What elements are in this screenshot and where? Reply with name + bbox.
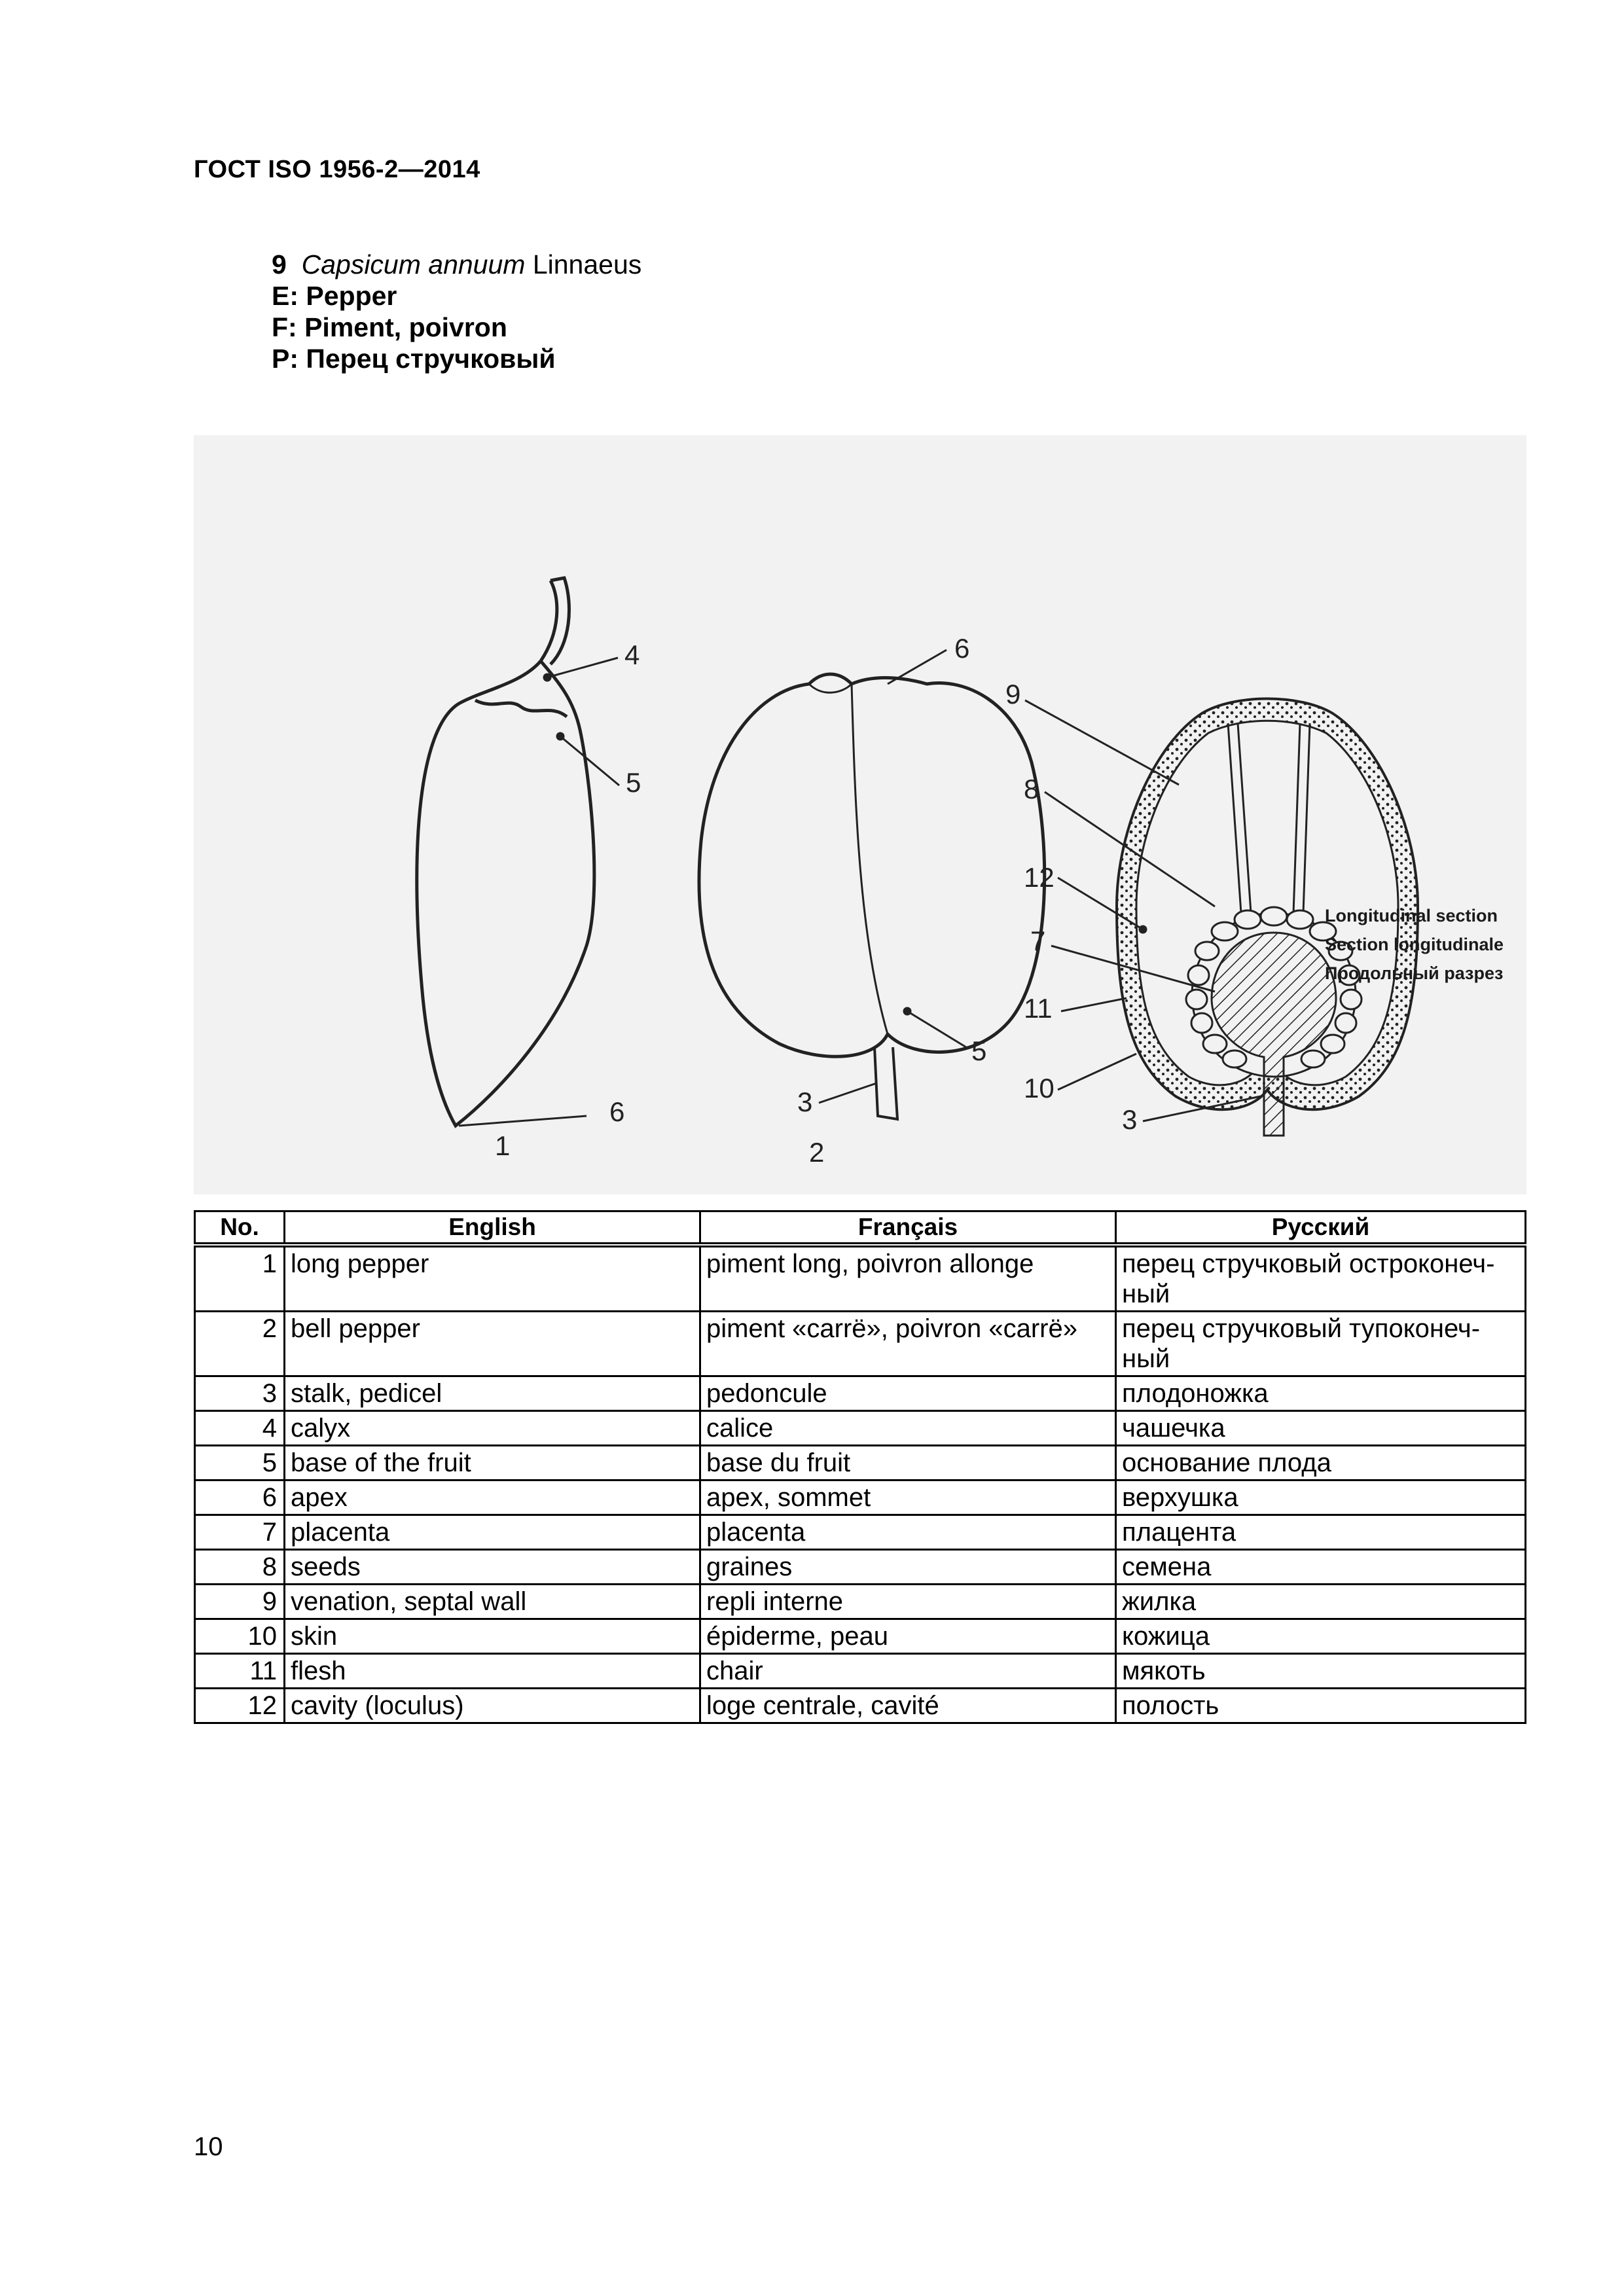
- table-row: [195, 1446, 1526, 1480]
- figure-label-6: 6: [954, 633, 970, 664]
- header-french: Français: [700, 1211, 1116, 1246]
- bell-pepper-drawing: [699, 650, 1045, 1119]
- header-russian: Русский: [1116, 1211, 1526, 1246]
- species-french-name: F: Piment, poivron: [272, 312, 507, 342]
- table-row: [195, 1689, 1526, 1723]
- term-english: stalk, pedicel: [285, 1376, 700, 1411]
- figure-label-7: 7: [1030, 925, 1046, 956]
- row-number: 8: [195, 1550, 285, 1585]
- section-caption: [1325, 901, 1504, 988]
- figure-number-1: 1: [495, 1130, 511, 1161]
- figure-label-3: 3: [797, 1086, 813, 1117]
- term-french: placenta: [700, 1515, 1116, 1550]
- term-russian: плацента: [1116, 1515, 1526, 1550]
- term-russian: жилка: [1116, 1585, 1526, 1619]
- row-number: 6: [195, 1480, 285, 1515]
- document-header: ГОСТ ISO 1956-2—2014: [194, 156, 480, 183]
- table-header-row: [195, 1211, 1526, 1246]
- row-number: 3: [195, 1376, 285, 1411]
- term-russian: кожица: [1116, 1619, 1526, 1654]
- page-number: 10: [194, 2132, 223, 2161]
- row-number: 7: [195, 1515, 285, 1550]
- caption-french: Section longitudinale: [1325, 935, 1504, 954]
- figure-label-10: 10: [1024, 1073, 1055, 1103]
- term-russian: семена: [1116, 1550, 1526, 1585]
- table-row: [195, 1245, 1526, 1312]
- term-english: base of the fruit: [285, 1446, 700, 1480]
- header-no: No.: [195, 1211, 285, 1246]
- figure-label-4: 4: [624, 639, 640, 670]
- term-russian: чашечка: [1116, 1411, 1526, 1446]
- term-french: piment «carrë», poivron «carrë»: [700, 1312, 1116, 1376]
- term-russian: плодоножка: [1116, 1376, 1526, 1411]
- term-english: seeds: [285, 1550, 700, 1585]
- species-english-name: E: Pepper: [272, 281, 397, 311]
- figure-label-5: 5: [971, 1035, 987, 1066]
- figure-label-9: 9: [1005, 679, 1021, 709]
- row-number: 1: [195, 1245, 285, 1312]
- term-russian: основание плода: [1116, 1446, 1526, 1480]
- term-russian: перец стручковый остроконеч-ный: [1116, 1245, 1526, 1312]
- term-english: bell pepper: [285, 1312, 700, 1376]
- term-english: skin: [285, 1619, 700, 1654]
- term-english: flesh: [285, 1654, 700, 1689]
- species-block: [272, 249, 641, 374]
- table-row: [195, 1312, 1526, 1376]
- figure-label-12: 12: [1024, 862, 1055, 893]
- row-number: 2: [195, 1312, 285, 1376]
- figure-label-6: 6: [609, 1096, 625, 1127]
- table-row: [195, 1585, 1526, 1619]
- term-russian: полость: [1116, 1689, 1526, 1723]
- row-number: 11: [195, 1654, 285, 1689]
- term-french: loge centrale, cavité: [700, 1689, 1116, 1723]
- term-russian: перец стручковый тупоконеч-ный: [1116, 1312, 1526, 1376]
- table-row: [195, 1550, 1526, 1585]
- table-row: [195, 1654, 1526, 1689]
- row-number: 4: [195, 1411, 285, 1446]
- term-english: long pepper: [285, 1245, 700, 1312]
- table-row: [195, 1480, 1526, 1515]
- table-row: [195, 1376, 1526, 1411]
- figure-label-11: 11: [1024, 993, 1053, 1024]
- term-french: base du fruit: [700, 1446, 1116, 1480]
- term-russian: верхушка: [1116, 1480, 1526, 1515]
- term-french: apex, sommet: [700, 1480, 1116, 1515]
- species-russian-name: P: Перец стручковый: [272, 344, 556, 374]
- figure-label-8: 8: [1024, 774, 1039, 804]
- caption-english: Longitudinal section: [1325, 906, 1498, 925]
- header-english: English: [285, 1211, 700, 1246]
- term-english: cavity (loculus): [285, 1689, 700, 1723]
- term-english: calyx: [285, 1411, 700, 1446]
- figure-label-5: 5: [626, 767, 641, 798]
- term-french: graines: [700, 1550, 1116, 1585]
- table-row: [195, 1619, 1526, 1654]
- species-author: Linnaeus: [525, 249, 642, 279]
- term-french: pedoncule: [700, 1376, 1116, 1411]
- pepper-figure: [194, 435, 1526, 1194]
- term-english: apex: [285, 1480, 700, 1515]
- species-latin-name: Capsicum annuum: [301, 249, 526, 279]
- row-number: 12: [195, 1689, 285, 1723]
- species-number: 9: [272, 249, 287, 279]
- figure-number-2: 2: [809, 1137, 825, 1168]
- term-french: piment long, poivron allonge: [700, 1245, 1116, 1312]
- term-french: chair: [700, 1654, 1116, 1689]
- row-number: 9: [195, 1585, 285, 1619]
- caption-russian: Продольный разрез: [1325, 963, 1504, 983]
- row-number: 5: [195, 1446, 285, 1480]
- terms-table: [194, 1210, 1526, 1724]
- row-number: 10: [195, 1619, 285, 1654]
- table-row: [195, 1411, 1526, 1446]
- term-french: calice: [700, 1411, 1116, 1446]
- figure-label-3: 3: [1122, 1104, 1138, 1135]
- species-name-line: [272, 249, 641, 280]
- term-french: épiderme, peau: [700, 1619, 1116, 1654]
- long-pepper-drawing: [417, 578, 619, 1126]
- term-russian: мякоть: [1116, 1654, 1526, 1689]
- table-body: [195, 1245, 1526, 1723]
- table-row: [195, 1515, 1526, 1550]
- pepper-drawing: [194, 435, 1526, 1194]
- term-english: venation, septal wall: [285, 1585, 700, 1619]
- term-french: repli interne: [700, 1585, 1116, 1619]
- term-english: placenta: [285, 1515, 700, 1550]
